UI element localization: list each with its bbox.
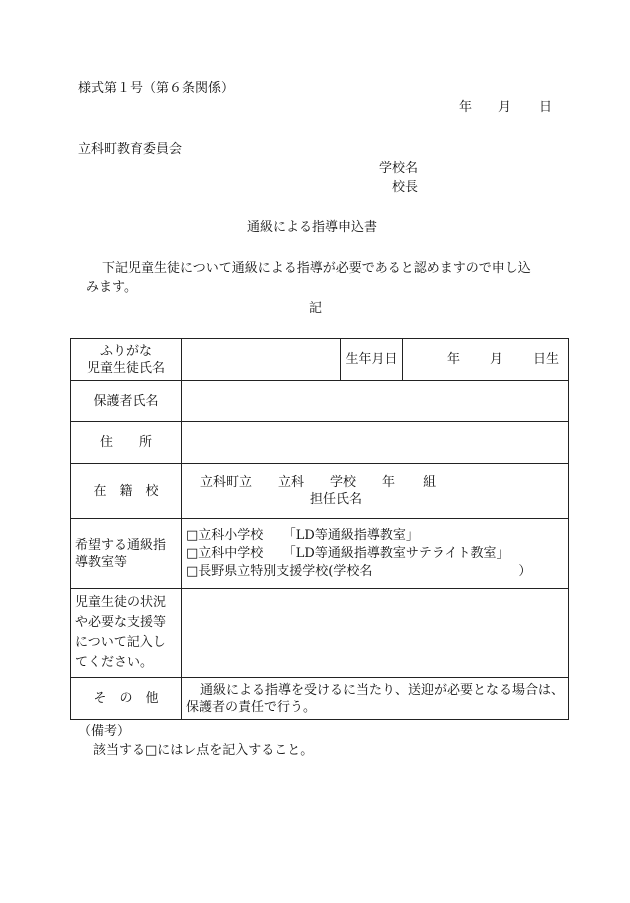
option-special-support-school[interactable]: □長野県立特別支援学校(学校名 ） xyxy=(186,563,532,579)
application-form-table xyxy=(70,338,569,720)
row-address xyxy=(71,422,569,464)
date-month-label: 月 xyxy=(498,100,512,115)
date-day-label: 日 xyxy=(539,100,553,115)
row-other xyxy=(71,678,569,720)
principal-label: 校長 xyxy=(392,180,419,195)
desired-label-line2: 導教室等 xyxy=(75,554,128,570)
other-text-cell xyxy=(182,678,569,720)
school-prefix: 立科町立 xyxy=(200,475,253,490)
other-label: そ の 他 xyxy=(71,678,182,720)
remarks-label: （備考） xyxy=(78,724,131,739)
student-name-label-cell xyxy=(71,339,182,381)
row-student-status xyxy=(71,589,569,678)
birth-month-label: 月 xyxy=(490,352,504,367)
desired-classroom-label-cell xyxy=(71,519,182,589)
status-label-line4: てください。 xyxy=(75,655,154,670)
row-school xyxy=(71,464,569,519)
form-number: 様式第１号（第６条関係） xyxy=(78,81,235,96)
birth-day-label: 日生 xyxy=(533,352,560,367)
student-status-field[interactable] xyxy=(182,589,569,678)
date-year-label: 年 xyxy=(459,100,473,115)
option3-close: ） xyxy=(518,563,532,579)
address-field[interactable] xyxy=(182,422,569,464)
furigana-label: ふりがな xyxy=(99,343,152,359)
addressee: 立科町教育委員会 xyxy=(78,142,183,157)
option-tachishina-elementary[interactable]: □立科小学校 「LD等通級指導教室」 xyxy=(186,527,419,543)
status-label-line1: 児童生徒の状況 xyxy=(75,595,167,610)
ki-label: 記 xyxy=(309,301,323,316)
guardian-label: 保護者氏名 xyxy=(71,381,182,422)
student-name-label: 児童生徒氏名 xyxy=(86,360,165,376)
row-guardian xyxy=(71,381,569,422)
other-text-line1: 通級による指導を受けるに当たり、送迎が必要となる場合は、 xyxy=(200,682,565,698)
desired-classroom-options xyxy=(182,519,569,589)
address-label: 住 所 xyxy=(71,422,182,464)
desired-label-line1: 希望する通級指 xyxy=(75,537,167,553)
school-gakko: 学校 xyxy=(330,475,357,490)
document-title: 通級による指導申込書 xyxy=(247,220,378,235)
birth-year-label: 年 xyxy=(447,352,461,367)
birthdate-field[interactable] xyxy=(403,339,569,381)
row-desired-classroom xyxy=(71,519,569,589)
guardian-field[interactable] xyxy=(182,381,569,422)
school-nen: 年 xyxy=(382,475,396,490)
school-tachishina: 立科 xyxy=(278,475,305,490)
body-text-line2: みます。 xyxy=(86,280,137,295)
row-student-name xyxy=(71,339,569,381)
birthdate-label: 生年月日 xyxy=(341,339,403,381)
other-text-line2: 保護者の責任で行う。 xyxy=(186,699,317,715)
body-text-line1: 下記児童生徒について通級による指導が必要であると認めますので申し込 xyxy=(102,261,531,276)
teacher-label: 担任氏名 xyxy=(310,492,363,507)
school-label: 在 籍 校 xyxy=(71,464,182,519)
status-label-line3: について記入し xyxy=(75,635,166,650)
school-field[interactable] xyxy=(182,464,569,519)
remarks-text: 該当する□にはレ点を記入すること。 xyxy=(93,743,314,758)
school-name-label: 学校名 xyxy=(379,161,419,176)
student-name-field[interactable] xyxy=(182,339,341,381)
student-status-label-cell xyxy=(71,589,182,678)
status-label-line2: や必要な支援等 xyxy=(75,615,167,630)
option-tachishina-junior-high[interactable]: □立科中学校 「LD等通級指導教室サテライト教室」 xyxy=(186,545,510,561)
school-kumi: 組 xyxy=(423,475,437,490)
